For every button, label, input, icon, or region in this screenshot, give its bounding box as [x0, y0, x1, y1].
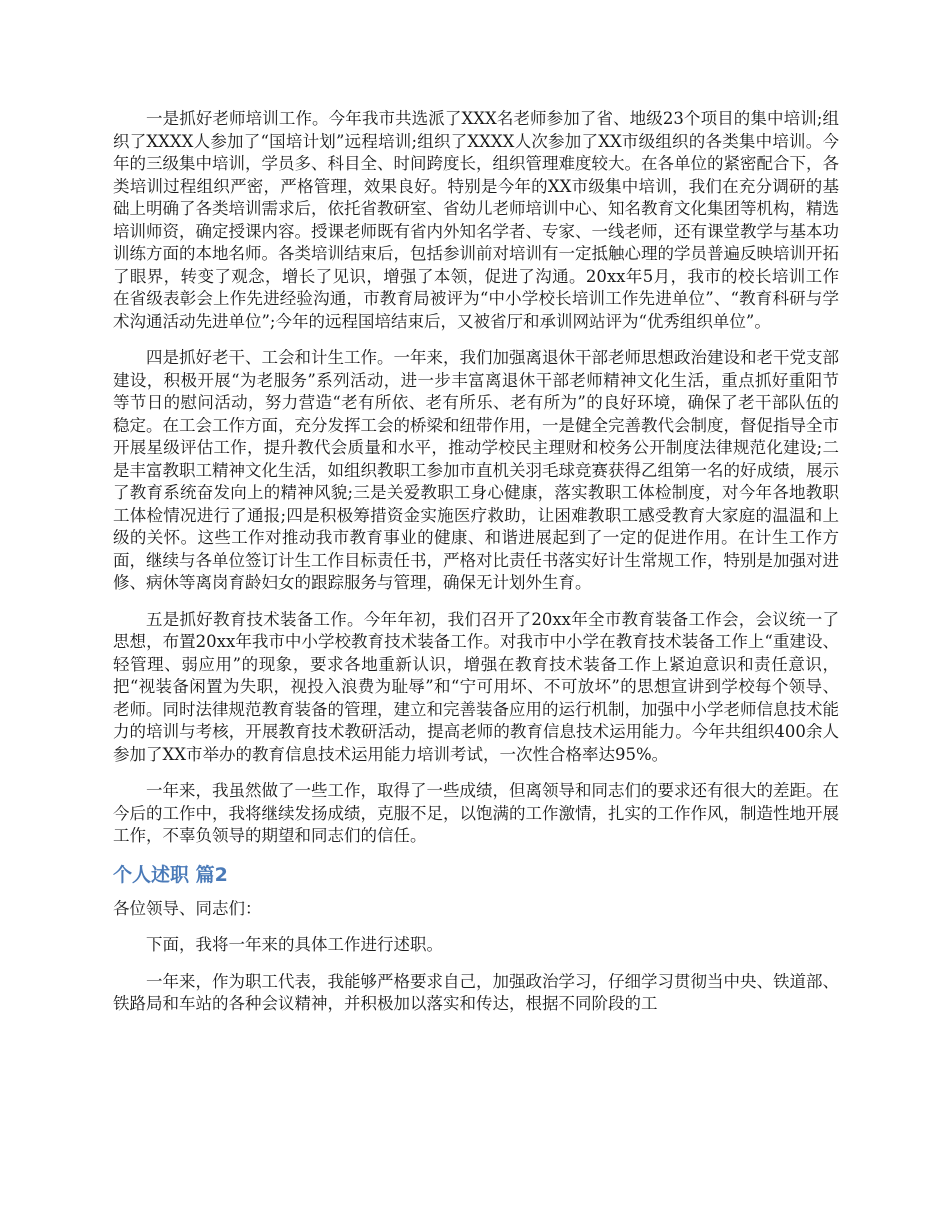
paragraph-education-equipment: 五是抓好教育技术装备工作。今年年初，我们召开了20xx年全市教育装备工作会，会议统一了思想，布置20xx年我市中小学校教育技术装备工作。对我市中小学在教育技术装备工作上“重建设、轻管理、弱应用”的现象，要求各地重新认识，增强在教育技术装备工作上紧迫意识和责任意识，把“视装备闲置为失职，视投入浪费为耻辱”和“宁可用坏、不可放坏”的思想宣讲到学校每个领导、老师。同时法律规范教育装备的管理，建立和完善装备应用的运行机制，加强中小学老师信息技术能力的培训与考核，开展教育技术教研活动，提高老师的教育信息技术运用能力。今年共组织400余人参加了XX市举办的教育信息技术运用能力培训考试，一次性合格率达95%。: [113, 609, 839, 764]
paragraph-teacher-training: 一是抓好老师培训工作。今年我市共选派了XXX名老师参加了省、地级23个项目的集中培训;组织了XXXX人参加了“国培计划”远程培训;组织了XXXX人次参加了XX市级组织的各类集中培训。今年的三级集中培训，学员多、科目全、时间跨度长，组织管理难度较大。在各单位的紧密配合下，各类培训过程组织严密，严格管理，效果良好。特别是今年的XX市级集中培训，我们在充分调研的基础上明确了各类培训需求后，依托省教研室、省幼儿老师培训中心、知名教育文化集团等机构，精选培训师资，确定授课内容。授课老师既有省内外知名学者、专家、一线老师，还有课堂教学与基本功训练方面的本地名师。各类培训结束后，包括参训前对培训有一定抵触心理的学员普遍反映培训开拓了眼界，转变了观念，增长了见识，增强了本领，促进了沟通。20xx年5月，我市的校长培训工作在省级表彰会上作先进经验沟通，市教育局被评为“中小学校长培训工作先进单位”、“教育科研与学术沟通活动先进单位”;今年的远程国培结束后，又被省厅和承训网站评为“优秀组织单位”。: [113, 109, 839, 331]
paragraph-retired-union-family-planning: 四是抓好老干、工会和计生工作。一年来，我们加强离退休干部老师思想政治建设和老干党支部建设，积极开展“为老服务”系列活动，进一步丰富离退休干部老师精神文化生活，重点抓好重阳节等节日的慰问活动，努力营造“老有所依、老有所乐、老有所为”的良好环境，确保了老干部队伍的稳定。在工会工作方面，充分发挥工会的桥梁和纽带作用，一是健全完善教代会制度，督促指导全市开展星级评估工作，提升教代会质量和水平，推动学校民主理财和校务公开制度法律规范化建设;二是丰富教职工精神文化生活，如组织教职工参加市直机关羽毛球竞赛获得乙组第一名的好成绩，展示了教育系统奋发向上的精神风貌;三是关爱教职工身心健康，落实教职工体检制度，对今年各地教职工体检情况进行了通报;四是积极筹措资金实施医疗救助，让困难教职工感受教育大家庭的温温和上级的关怀。这些工作对推动我市教育事业的健康、和谐进展起到了一定的促进作用。在计生工作方面，继续与各单位签订计生工作目标责任书，严格对比责任书落实好计生常规工作，特别是加强对进修、病休等离岗育龄妇女的跟踪服务与管理，确保无计划外生育。: [113, 348, 839, 592]
paragraph-summary: 一年来，我虽然做了一些工作，取得了一些成绩，但离领导和同志们的要求还有很大的差距。在今后的工作中，我将继续发扬成绩，克服不足，以饱满的工作激情，扎实的工作作风，制造性地开展工作，不辜负领导的期望和同志们的信任。: [113, 781, 839, 845]
document-page: [113, 108, 839, 1030]
salutation: 各位领导、同志们：: [113, 898, 262, 918]
paragraph-worker-representative: 一年来，作为职工代表，我能够严格要求自己，加强政治学习，仔细学习贯彻当中央、铁道部、铁路局和车站的各种会议精神，并积极加以落实和传达，根据不同阶段的工: [113, 971, 839, 1013]
paragraph-intro: 下面，我将一年来的具体工作进行述职。: [146, 935, 443, 954]
section-heading: 个人述职 篇2: [113, 863, 228, 886]
